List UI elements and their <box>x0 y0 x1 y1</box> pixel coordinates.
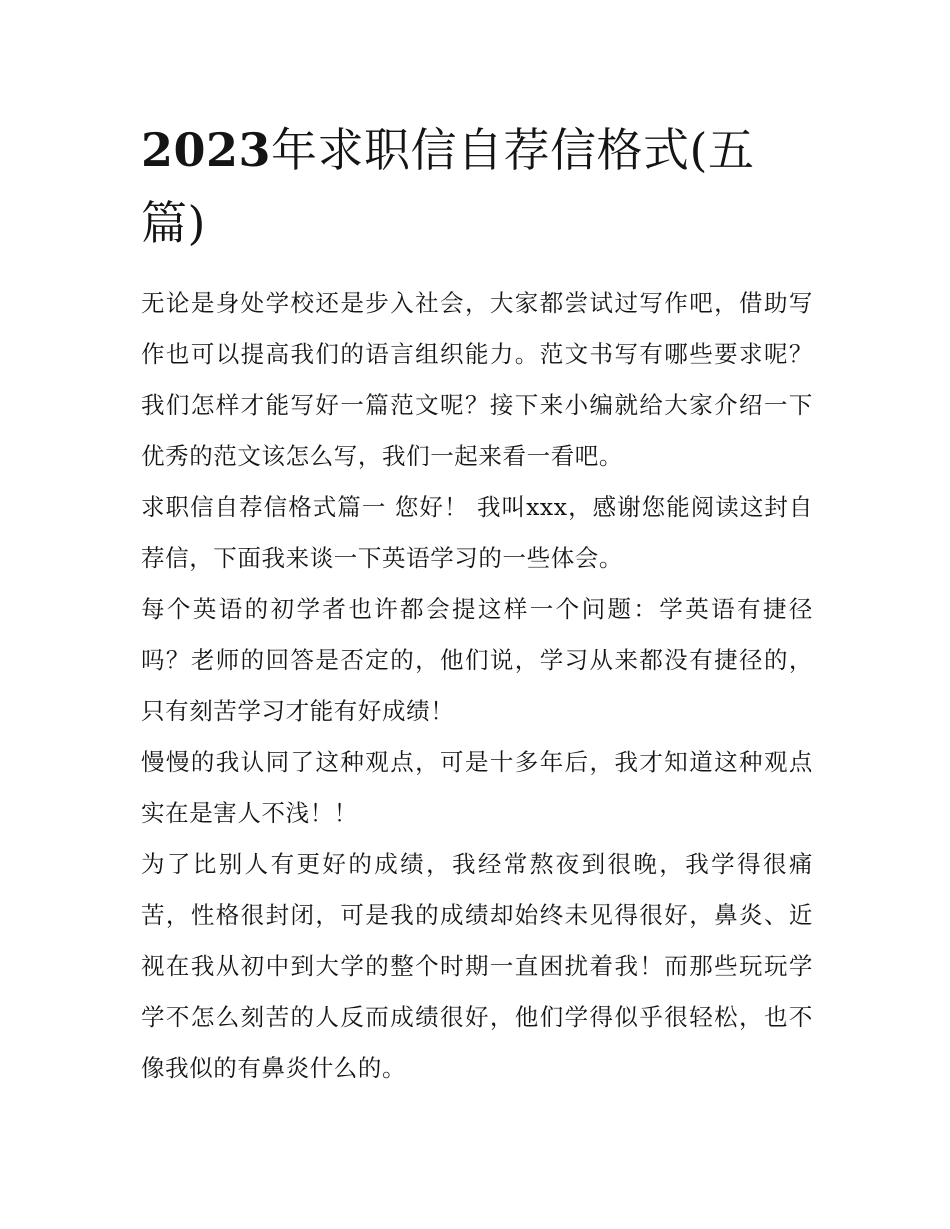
title-year: 2023 <box>141 123 272 177</box>
title-text: 年求职信自荐信格式(五篇) <box>141 123 755 250</box>
document-body <box>141 114 813 1094</box>
page-title <box>141 114 813 260</box>
paragraph-opinion: 慢慢的我认同了这种观点，可是十多年后，我才知道这种观点实在是害人不浅！！ <box>141 748 813 827</box>
paragraph-question: 每个英语的初学者也许都会提这样一个问题：学英语有捷径吗？老师的回答是否定的，他们说，学习从来都没有捷径的，只有刻苦学习才能有好成绩！ <box>141 595 813 725</box>
paragraph-intro: 无论是身处学校还是步入社会，大家都尝试过写作吧，借助写作也可以提高我们的语言组织能力。范文书写有哪些要求呢？我们怎样才能写好一篇范文呢？接下来小编就给大家介绍一下优秀的范文该怎么写，我们一起来看一看吧。 <box>141 289 813 470</box>
paragraph-greeting: 求职信自荐信格式篇一 您好！ 我叫xxx，感谢您能阅读这封自荐信，下面我来谈一下英语学习的一些体会。 <box>141 493 813 572</box>
paragraph-experience: 为了比别人有更好的成绩，我经常熬夜到很晚，我学得很痛苦，性格很封闭，可是我的成绩却始终未见得很好，鼻炎、近视在我从初中到大学的整个时期一直困扰着我！而那些玩玩学学不怎么刻苦的人反而成绩很好，他们学得似乎很轻松，也不像我似的有鼻炎什么的。 <box>141 850 813 1082</box>
